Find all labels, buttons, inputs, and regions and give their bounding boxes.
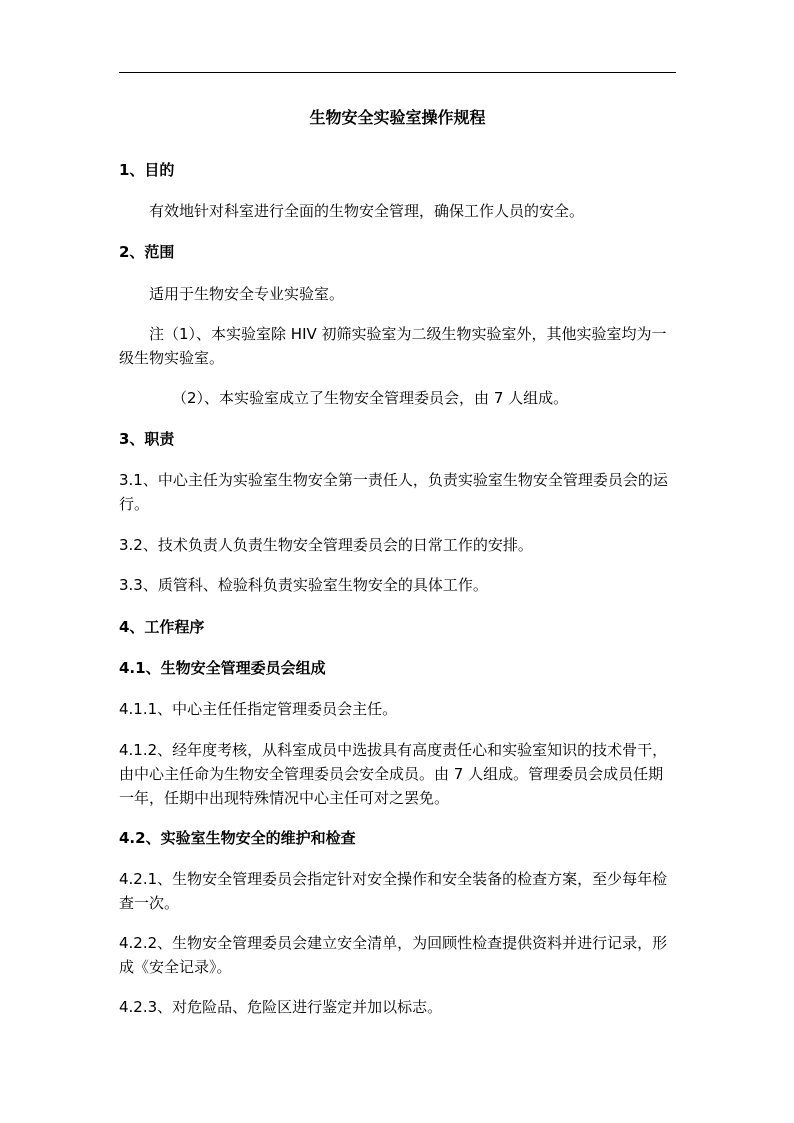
header-rule <box>119 72 676 73</box>
section-2-note-2: （2）、本实验室成立了生物安全管理委员会，由 7 人组成。 <box>172 389 569 407</box>
section-2-heading: 2、范围 <box>119 243 175 261</box>
section-3-item-1: 3.1、中心主任为实验室生物安全第一责任人，负责实验室生物安全管理委员会的运行。 <box>119 471 668 513</box>
section-1-heading: 1、目的 <box>119 161 175 179</box>
section-2-note-1: 注（1）、本实验室除 HIV 初筛实验室为二级生物实验室外，其他实验室均为一级生物实验室。 <box>119 325 667 367</box>
section-1-paragraph: 有效地针对科室进行全面的生物安全管理，确保工作人员的安全。 <box>149 202 585 220</box>
section-3-item-3: 3.3、质管科、检验科负责实验室生物安全的具体工作。 <box>119 576 488 594</box>
section-4-2-heading: 4.2、实验室生物安全的维护和检查 <box>119 829 356 847</box>
document-title: 生物安全实验室操作规程 <box>309 108 486 127</box>
section-4-1-1: 4.1.1、中心主任任指定管理委员会主任。 <box>119 700 398 718</box>
section-4-2-3: 4.2.3、对危险品、危险区进行鉴定并加以标志。 <box>119 998 443 1016</box>
section-4-1-2: 4.1.2、经年度考核，从科室成员中选拔具有高度责任心和实验室知识的技术骨干，由中心主任命为生物安全管理委员会安全成员。由 7 人组成。管理委员会成员任期一年，任期中出现特殊情况中心主任可对之罢免。 <box>119 741 668 807</box>
section-4-heading: 4、工作程序 <box>119 618 205 636</box>
section-3-item-2: 3.2、技术负责人负责生物安全管理委员会的日常工作的安排。 <box>119 536 533 554</box>
section-4-2-2: 4.2.2、生物安全管理委员会建立安全清单，为回顾性检查提供资料并进行记录，形成《安全记录》。 <box>119 934 668 976</box>
section-3-heading: 3、职责 <box>119 430 175 448</box>
section-4-2-1: 4.2.1、生物安全管理委员会指定针对安全操作和安全装备的检查方案，至少每年检查一次。 <box>119 870 668 912</box>
section-4-1-heading: 4.1、生物安全管理委员会组成 <box>119 659 326 677</box>
section-2-paragraph: 适用于生物安全专业实验室。 <box>149 285 345 303</box>
